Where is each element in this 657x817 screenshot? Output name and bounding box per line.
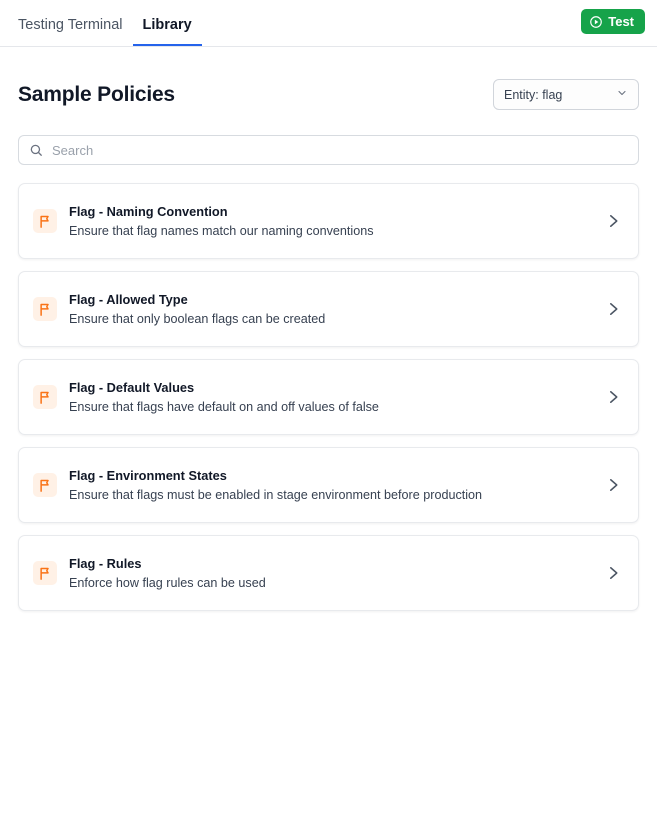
list-item-text — [69, 556, 592, 590]
list-item[interactable] — [18, 447, 639, 523]
chevron-right-icon[interactable] — [604, 212, 624, 230]
policy-description: Ensure that flags have default on and off values of false — [69, 400, 379, 414]
policy-list — [18, 183, 639, 611]
library-page — [0, 79, 657, 611]
test-button-label: Test — [608, 14, 634, 29]
page-title: Sample Policies — [18, 82, 175, 106]
chevron-right-icon[interactable] — [604, 300, 624, 318]
flag-policy-icon — [33, 385, 57, 409]
list-item-text — [69, 292, 592, 326]
list-item-text — [69, 380, 592, 414]
tab-list — [8, 0, 202, 46]
entity-filter-dropdown[interactable] — [493, 79, 639, 110]
list-item-text — [69, 468, 592, 502]
play-circle-icon — [589, 15, 603, 29]
top-navigation-bar — [0, 0, 657, 47]
chevron-right-icon[interactable] — [604, 476, 624, 494]
policy-title: Flag - Default Values — [69, 380, 195, 395]
tab-library[interactable]: Library — [133, 18, 202, 47]
policy-description: Ensure that flag names match our naming conventions — [69, 224, 374, 238]
flag-policy-icon — [33, 473, 57, 497]
list-item[interactable] — [18, 535, 639, 611]
list-item-text — [69, 204, 592, 238]
list-item[interactable] — [18, 183, 639, 259]
search-input[interactable] — [18, 135, 639, 165]
policy-description: Enforce how flag rules can be used — [69, 576, 266, 590]
test-button[interactable] — [581, 9, 645, 34]
page-header — [18, 79, 639, 110]
chevron-right-icon[interactable] — [604, 564, 624, 582]
flag-policy-icon — [33, 297, 57, 321]
search-icon — [29, 143, 43, 157]
flag-policy-icon — [33, 561, 57, 585]
policy-description: Ensure that only boolean flags can be created — [69, 312, 326, 326]
entity-filter-label: Entity: flag — [504, 87, 563, 102]
flag-policy-icon — [33, 209, 57, 233]
policy-description: Ensure that flags must be enabled in stage environment before production — [69, 488, 483, 502]
tab-testing-terminal[interactable]: Testing Terminal — [18, 16, 123, 33]
policy-title: Flag - Environment States — [69, 468, 227, 483]
list-item[interactable] — [18, 359, 639, 435]
list-item[interactable] — [18, 271, 639, 347]
chevron-right-icon[interactable] — [604, 388, 624, 406]
policy-title: Flag - Naming Convention — [69, 204, 228, 219]
policy-title: Flag - Rules — [69, 556, 142, 571]
policy-title: Flag - Allowed Type — [69, 292, 188, 307]
chevron-down-icon — [616, 87, 628, 102]
search-bar — [18, 135, 639, 165]
